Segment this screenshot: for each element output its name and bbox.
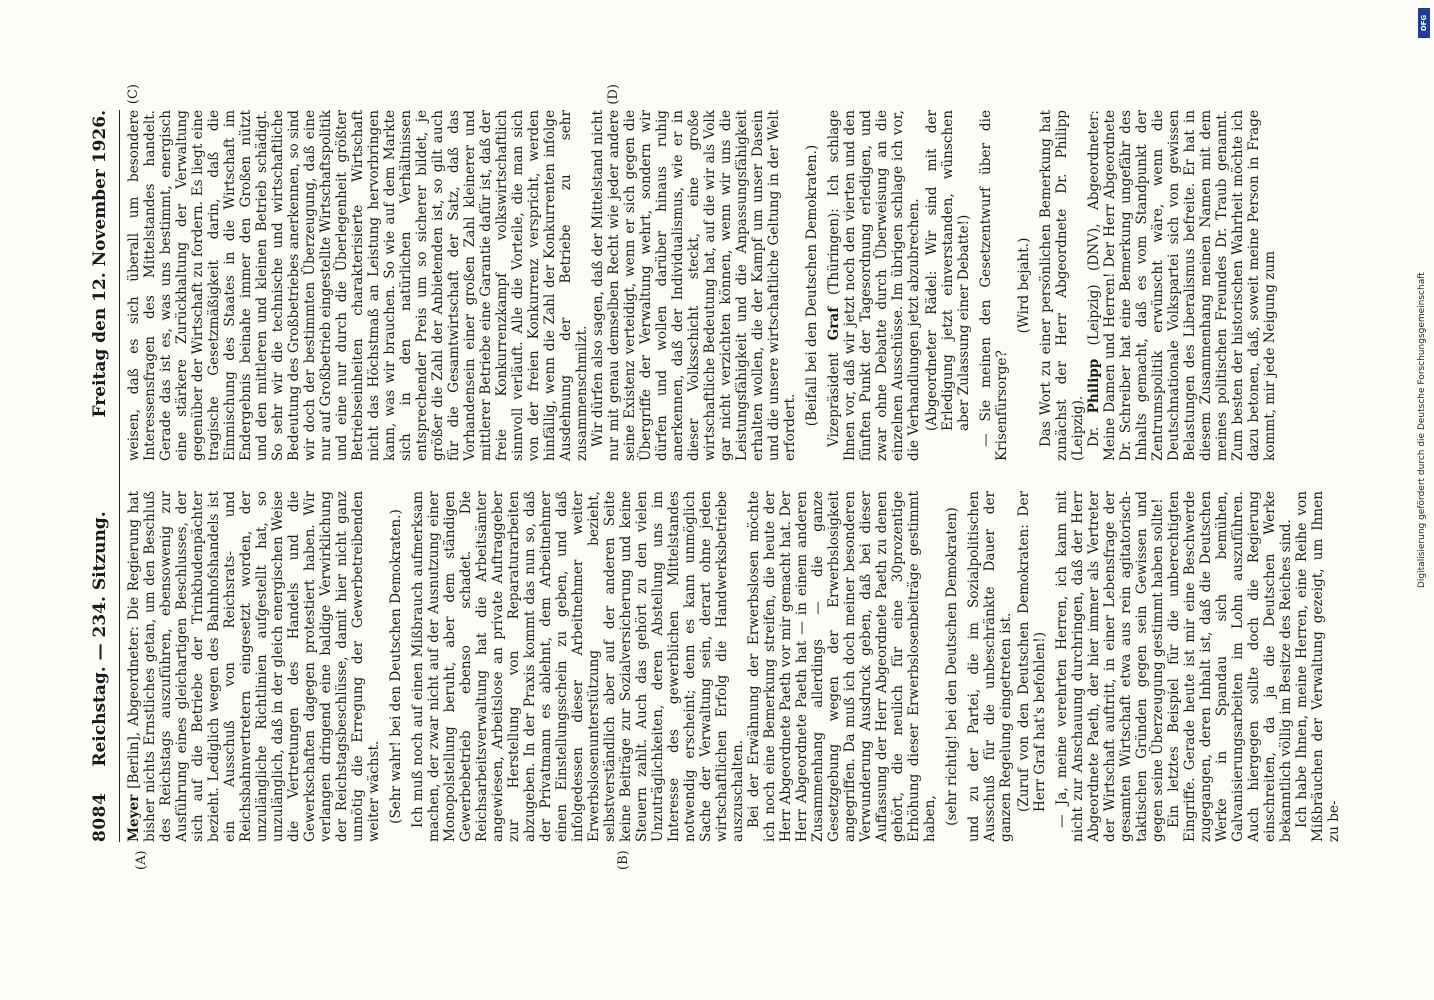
speaker-name: Meyer (126, 794, 142, 842)
speech-paragraph: weisen, daß es sich überall um besondere Interessensfragen des Mittelstandes handelt. Gerade das ist es, was uns bestimmt, energisch eine stärkere Zurückhaltung der Verwaltung gegenüber der Wirtschaft zu fordern. Es liegt eine tragische Gesetzmäßigkeit darin, daß die Einmischung des Staates in die Wirtschaft im Endergebnis beinahe immer den Großen nützt und den mittleren und kleinen Betrieb schädigt. So sehr wir die technische und wirtschaftliche Bedeutung des Großbetriebes anerkennen, so sind wir doch der bestimmten Überzeugung, daß eine nur auf Großbetrieb eingestellte Wirtschaftspolitik und eine nur durch die Überlegenheit größter Betriebseinheiten charakterisierte Wirtschaft nicht das Höchstmaß an Leistung hervorbringen kann, was wir brauchen. So wie auf dem Markte sich in den natürlichen Verhältnissen entsprechender Preis um so sicherer bildet, je größer die Zahl der Anbietenden ist, so gilt auch für die Gesamtwirtschaft der Satz, daß das Vorhandensein einer großen Zahl kleinerer und mittlerer Betriebe eine Garantie dafür ist, daß der freie Konkurrenzkampf volkswirtschaftlich sinnvoll verläuft. Alle die Vorteile, die man sich von der freien Konkurrenz verspricht, werden hinfällig, wenn die Zahl der Konkurrenten infolge Ausdehnung der Betriebe zu sehr zusammenschmilzt. (126, 110, 590, 461)
speech-paragraph: — Sie meinen den Gesetzentwurf über die Krisenfürsorge? (978, 110, 1010, 461)
speech-paragraph: Bei der Erwähnung der Erwerbslosen möchte ich noch eine Bemerkung streifen, die heute der Herr Abgeordnete Paeth vor mir gemacht hat. Der Herr Abgeordnete Paeth hat — in einem anderen Zusammenhang allerdings — die ganze Gesetzgebung wegen der Erwerbslosigkeit angegriffen. Da muß ich doch meiner besonderen Verwunderung Ausdruck geben, daß bei dieser Auffassung der Herr Abgeordnete Paeth zu denen gehört, die neulich für eine 30prozentige Erhöhung dieser Erwerbslosenbeiträge gestimmt haben, (746, 491, 938, 842)
interjection: (Wird bejaht.) (1016, 237, 1032, 334)
text-columns (126, 84, 1342, 870)
speech-paragraph: Ich muß noch auf einen Mißbrauch aufmerksam machen, der zwar nicht auf der Ausnutzung einer Monopolstellung beruht, aber dem ständigen Gewerbebetrieb ebenso schadet. Die Reichsarbeitsverwaltung hat die Arbeitsämter angewiesen, Arbeitslose an private Auftraggeber zur Herstellung von Reparaturarbeiten abzugeben. In der Praxis kommt das nun so, daß der Privatmann es ablehnt, dem Arbeitnehmer einen Einstellungsschein zu geben, und daß infolgedessen dieser Arbeitnehmer weiter Erwerbslosenunterstützung bezieht, selbstverständlich aber auf der anderen Seite keine Beiträge zur Sozialversicherung und keine Steuern zahlt. Auch das gehört zu den vielen Unzuträglichkeiten, deren Abstellung uns im Interesse des gewerblichen Mittelstandes notwendig erscheint; denn es kann unmöglich Sache der Verwaltung sein, derart ohne jeden wirtschaftlichen Erfolg die Handwerksbetriebe auszuschalten. (410, 491, 746, 842)
digitization-note-text: Digitalisierung gefördert durch die Deutsche Forschungsgemeinschaft (1417, 272, 1427, 588)
digitization-note (1415, 8, 1429, 608)
paragraph-text: Die Regierung hat bisher nichts Ernstliches getan, um den Beschluß des Reichstags auszuführen, ebensowenig zur Ausführung eines gleichartigen Beschlusses, der sich auf die Betriebe der Trinkbudenpächter bezieht. Lediglich wegen des Bahnhofshandels ist ein Ausschuß von Reichsrats- und Reichsbahnvertretern eingesetzt worden, der unzulängliche Richtlinien aufgestellt hat, so unzulänglich, daß in der gleich energischen Weise die Vertretungen des Handels und die Gewerkschaften dagegen protestiert haben. Wir verlangen dringend eine baldige Verwirklichung der Reichstagsbeschlüsse, damit hier nicht ganz unnötig die Erregung der Gewerbetreibenden weiter wächst. (126, 490, 382, 842)
paragraph-text: (Leipzig) (DNV), Abgeordneter: Meine Damen und Herren! Der Herr Abgeordnete Dr. Schreiber hat eine Bemerkung ungefähr des Inhalts gemacht, daß es vom Standpunkt der Zentrumspolitik erwünscht wäre, wenn die Deutschnationale Volkspartei sich von gewissen Belastungen des Liberalismus befreite. Er hat in diesem Zusammenhang meinen Namen mit dem meines politischen Freundes Dr. Traub genannt. Zum besten der historischen Wahrheit möchte ich dazu betonen, daß, soweit meine Person in Frage kommt, mir jede Neigung zum (1086, 110, 1278, 461)
right-column (126, 110, 1342, 461)
left-column (126, 491, 1342, 842)
speaker-title: Dr. (1086, 413, 1102, 447)
interjection: (sehr richtig! bei den Deutschen Demokraten) (944, 507, 960, 826)
page-number: 8084 (90, 792, 110, 842)
speech-paragraph: Ich habe Ihnen, meine Herren, eine Reihe von Mißbräuchen der Verwaltung gezeigt, um Ihnen zu be- (1294, 491, 1342, 842)
speaker-role: [Berlin], Abgeordneter: (126, 626, 142, 795)
margin-mark-d: (D) (606, 84, 621, 105)
margin-mark-c: (C) (126, 84, 141, 105)
margin-mark-a: (A) (134, 850, 149, 870)
dfg-logo: DFG (1418, 8, 1430, 38)
speech-paragraph: Ein letztes Beispiel für die unberechtigten Eingriffe. Gerade heute ist mir eine Beschwerde zugegangen, deren Inhalt ist, daß die Deutschen Werke in Spandau sich bemühen, Galvanisierungsarbeiten im Lohn auszuführen. Auch hiergegen sollte doch die Regierung einschreiten, da ja die Deutschen Werke bekanntlich völlig im Besitze des Reiches sind. (1166, 491, 1294, 842)
speech-paragraph: Das Wort zu einer persönlichen Bemerkung hat zunächst der Herr Abgeordnete Dr. Philipp (Leipzig). (1038, 110, 1086, 461)
paragraph-text: (Thüringen): Ich schlage Ihnen vor, daß wir jetzt noch den vierten und den fünften Punkt der Tagesordnung erledigen, und zwar ohne Debatte durch Überweisung an die einzelnen Ausschüsse. Im übrigen schlage ich vor, die Verhandlungen jetzt abzubrechen. (826, 110, 922, 461)
speech-paragraph: Wir dürfen also sagen, daß der Mittelstand nicht nur mit genau demselben Recht wie jeder andere seine Existenz verteidigt, wenn er sich gegen die Übergriffe der Verwaltung wehrt, sondern wir dürfen und wollen darüber hinaus ruhig anerkennen, daß der Individualismus, wie er in dieser Volksschicht steckt, eine große wirtschaftliche Bedeutung hat, auf die wir als Volk gar nicht verzichten können, wenn wir uns die Leistungsfähigkeit und die Anpassungsfähigkeit erhalten wollen, die der Kampf um unser Dasein und die unsere wirtschaftliche Geltung in der Welt erfordert. (590, 110, 798, 461)
running-head (90, 110, 120, 842)
speech-paragraph (126, 491, 382, 842)
speaker-name: Graf (826, 306, 842, 341)
interjection: (Abgeordneter Rädel: Wir sind mit der Erledigung jetzt einverstanden, wünschen aber Zulassung einer Debatte!) (924, 110, 972, 431)
header-date: Freitag den 12. November 1926. (90, 110, 110, 418)
speaker-name: Philipp (1086, 358, 1102, 414)
header-session: Reichstag. — 234. Sitzung. (90, 511, 110, 767)
margin-mark-b: (B) (616, 850, 631, 870)
speaker-title: Vizepräsident (826, 340, 842, 447)
interjection: (Zuruf von den Deutschen Demokraten: Der Herr Graf hat's befohlen!) (1016, 491, 1048, 812)
speech-paragraph: und zu der Partei, die im Sozialpolitischen Ausschuß für die unbeschränkte Dauer der ganzen Regelung eingetreten ist. (966, 491, 1014, 842)
speech-paragraph (1086, 110, 1278, 461)
speech-paragraph (826, 110, 922, 461)
interjection: (Beifall bei den Deutschen Demokraten.) (804, 144, 820, 427)
interjection: (Sehr wahr! bei den Deutschen Demokraten.) (388, 509, 404, 824)
speech-paragraph: — Ja, meine verehrten Herren, ich kann mit nicht zur Anschauung durchringen, daß der Herr Abgeordnete Paeth, der hier immer als Vertreter der Wirtschaft auftritt, in einer Lebensfrage der gesamten Wirtschaft etwa aus rein agitatorisch-taktischen Gründen gegen sein Gewissen und gegen seine Überzeugung gestimmt haben sollte! (1054, 491, 1166, 842)
